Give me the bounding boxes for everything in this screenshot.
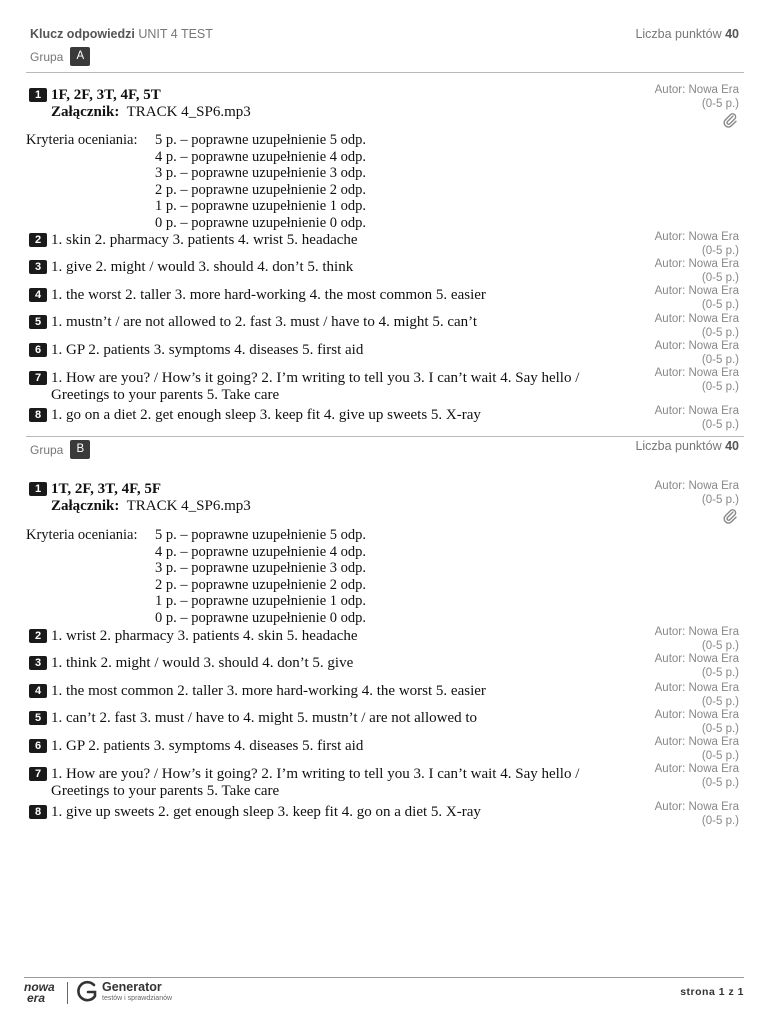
question-number: 4 — [29, 288, 47, 302]
group-b-header — [30, 440, 90, 459]
criteria-item: 5 p. – poprawne uzupełnienie 5 odp. — [155, 132, 367, 148]
group-badge: B — [70, 440, 90, 459]
question-3 — [29, 655, 353, 672]
author-info: Autor: Nowa Era (0-5 p.) — [654, 258, 739, 284]
author-info: Autor: Nowa Era (0-5 p.) — [654, 367, 739, 393]
question-answer: 1. go on a diet 2. get enough sleep 3. keep fit 4. give up sweets 5. X-ray — [51, 407, 481, 423]
group-label: Grupa — [30, 442, 64, 457]
points-label: Liczba punktów — [635, 27, 722, 41]
question-answer: 1. How are you? / How’s it going? 2. I’m writing to tell you 3. I can’t wait 4. Say hello / — [51, 370, 580, 386]
criteria-item: 2 p. – poprawne uzupełnienie 2 odp. — [155, 181, 367, 198]
grading-criteria — [26, 527, 366, 626]
question-answer-continued: Greetings to your parents 5. Take care — [51, 783, 280, 799]
question-number: 2 — [29, 629, 47, 643]
criteria-item: 3 p. – poprawne uzupełnienie 3 odp. — [155, 165, 367, 181]
author-info: Autor: Nowa Era (0-5 p.) — [654, 626, 739, 652]
question-answer: 1. How are you? / How’s it going? 2. I’m writing to tell you 3. I can’t wait 4. Say hello / — [51, 766, 580, 782]
document-title — [30, 27, 213, 41]
group-b-points — [635, 439, 739, 453]
criteria-list — [155, 527, 366, 626]
generator-g-icon — [76, 980, 98, 1004]
question-answer: 1. GP 2. patients 3. symptoms 4. diseases 5. first aid — [51, 738, 364, 754]
author-info: Autor: Nowa Era (0-5 p.) — [654, 480, 739, 506]
generator-logo: Generator testów i sprawdzianów — [76, 980, 172, 1004]
criteria-list — [155, 132, 366, 231]
points-value: 40 — [725, 27, 739, 41]
question-answer: 1. can’t 2. fast 3. must / have to 4. might 5. mustn’t / are not allowed to — [51, 710, 478, 726]
author-info: Autor: Nowa Era (0-5 p.) — [654, 709, 739, 735]
author-info: Autor: Nowa Era (0-5 p.) — [654, 84, 739, 110]
author-info: Autor: Nowa Era (0-5 p.) — [654, 405, 739, 431]
criteria-item: 0 p. – poprawne uzupełnienie 0 odp. — [155, 609, 367, 626]
criteria-item: 4 p. – poprawne uzupełnienie 4 odp. — [155, 543, 367, 560]
criteria-label: Kryteria oceniania: — [26, 527, 138, 543]
logo-separator — [67, 982, 68, 1004]
page-number: strona 1 z 1 — [680, 986, 744, 998]
author-info: Autor: Nowa Era (0-5 p.) — [654, 763, 739, 789]
criteria-item: 1 p. – poprawne uzupełnienie 1 odp. — [155, 593, 367, 609]
question-4 — [29, 683, 486, 700]
footer-divider — [24, 977, 744, 978]
answer-key-label: Klucz odpowiedzi — [30, 27, 135, 41]
question-number: 4 — [29, 684, 47, 698]
question-2 — [29, 232, 358, 249]
test-name: UNIT 4 TEST — [138, 27, 213, 41]
question-number: 6 — [29, 343, 47, 357]
divider — [26, 72, 744, 73]
question-number: 8 — [29, 408, 47, 422]
points-value: 40 — [725, 439, 739, 453]
question-8 — [29, 407, 481, 424]
question-number: 7 — [29, 767, 47, 781]
question-3 — [29, 259, 353, 276]
criteria-item: 3 p. – poprawne uzupełnienie 3 odp. — [155, 560, 367, 576]
question-answer: 1F, 2F, 3T, 4F, 5T — [51, 87, 161, 103]
question-answer: 1. mustn’t / are not allowed to 2. fast 3. must / have to 4. might 5. can’t — [51, 314, 478, 330]
attachment-file[interactable]: TRACK 4_SP6.mp3 — [126, 104, 251, 120]
group-badge: A — [70, 47, 90, 66]
author-info: Autor: Nowa Era (0-5 p.) — [654, 313, 739, 339]
total-points — [635, 27, 739, 41]
divider — [26, 436, 744, 437]
question-answer: 1. skin 2. pharmacy 3. patients 4. wrist 5. headache — [51, 232, 358, 248]
question-answer: 1. give 2. might / would 3. should 4. don’t 5. think — [51, 259, 354, 275]
question-answer: 1. wrist 2. pharmacy 3. patients 4. skin 5. headache — [51, 628, 358, 644]
question-5 — [29, 314, 477, 331]
question-7 — [29, 766, 579, 800]
paperclip-icon[interactable] — [722, 112, 738, 128]
criteria-item: 5 p. – poprawne uzupełnienie 5 odp. — [155, 527, 367, 543]
question-number: 3 — [29, 656, 47, 670]
question-number: 7 — [29, 371, 47, 385]
attachment-file[interactable]: TRACK 4_SP6.mp3 — [126, 498, 251, 514]
attachment-label: Załącznik: — [51, 104, 120, 120]
question-6 — [29, 342, 363, 359]
question-7 — [29, 370, 579, 404]
criteria-item: 1 p. – poprawne uzupełnienie 1 odp. — [155, 198, 367, 214]
group-a-header — [30, 47, 90, 66]
question-answer: 1. the worst 2. taller 3. more hard-working 4. the most common 5. easier — [51, 287, 486, 303]
question-answer: 1. GP 2. patients 3. symptoms 4. diseases 5. first aid — [51, 342, 364, 358]
question-answer: 1. give up sweets 2. get enough sleep 3. keep fit 4. go on a diet 5. X-ray — [51, 804, 481, 820]
question-number: 2 — [29, 233, 47, 247]
question-5 — [29, 710, 477, 727]
criteria-item: 4 p. – poprawne uzupełnienie 4 odp. — [155, 148, 367, 165]
author-info: Autor: Nowa Era (0-5 p.) — [654, 801, 739, 827]
question-answer-continued: Greetings to your parents 5. Take care — [51, 387, 280, 403]
question-number: 6 — [29, 739, 47, 753]
attachment-label: Załącznik: — [51, 498, 120, 514]
question-2 — [29, 628, 358, 645]
author-info: Autor: Nowa Era (0-5 p.) — [654, 340, 739, 366]
author-info: Autor: Nowa Era (0-5 p.) — [654, 285, 739, 311]
question-number: 1 — [29, 482, 47, 496]
question-number: 5 — [29, 315, 47, 329]
question-number: 1 — [29, 88, 47, 102]
criteria-label: Kryteria oceniania: — [26, 132, 138, 148]
criteria-item: 0 p. – poprawne uzupełnienie 0 odp. — [155, 214, 367, 231]
nowa-era-logo: nowa era — [24, 980, 55, 1005]
question-number: 3 — [29, 260, 47, 274]
question-4 — [29, 287, 486, 304]
question-6 — [29, 738, 363, 755]
author-info: Autor: Nowa Era (0-5 p.) — [654, 682, 739, 708]
question-answer: 1. the most common 2. taller 3. more hard-working 4. the worst 5. easier — [51, 683, 486, 699]
group-label: Grupa — [30, 49, 64, 64]
question-1 — [29, 481, 251, 515]
paperclip-icon[interactable] — [722, 508, 738, 524]
question-8 — [29, 804, 481, 821]
author-info: Autor: Nowa Era (0-5 p.) — [654, 736, 739, 762]
question-1 — [29, 87, 251, 121]
points-label: Liczba punktów — [635, 439, 722, 453]
question-answer: 1. think 2. might / would 3. should 4. don’t 5. give — [51, 655, 354, 671]
author-info: Autor: Nowa Era (0-5 p.) — [654, 653, 739, 679]
question-number: 5 — [29, 711, 47, 725]
question-answer: 1T, 2F, 3T, 4F, 5F — [51, 481, 162, 497]
question-number: 8 — [29, 805, 47, 819]
criteria-item: 2 p. – poprawne uzupełnienie 2 odp. — [155, 576, 367, 593]
grading-criteria — [26, 132, 366, 231]
author-info: Autor: Nowa Era (0-5 p.) — [654, 231, 739, 257]
